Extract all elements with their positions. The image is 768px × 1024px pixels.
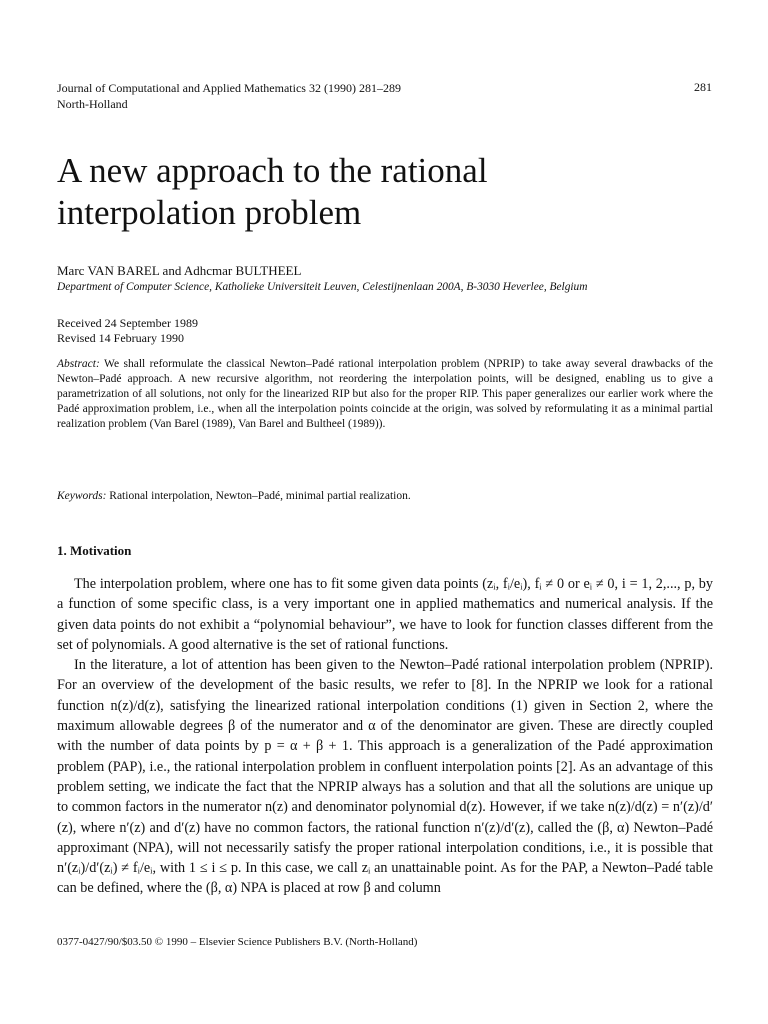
revised-date: Revised 14 February 1990: [57, 331, 184, 345]
title-line-2: interpolation problem: [57, 193, 362, 232]
body-text: [57, 574, 713, 899]
abstract-text: We shall reformulate the classical Newton–Padé rational interpolation problem (NPRIP) to take away several drawbacks of the Newton–Padé approach. A new recursive algorithm, not reordering the interpolation points, will be designed, enabling us to give a parametrization of all solutions, not only for the linearized RIP but also for the proper RIP. This paper generalizes our earlier work where the Padé approximation problem, i.e., when all the interpolation points coincide at the origin, was solved by reformulating it as a minimal partial realization problem (Van Barel (1989), Van Barel and Bultheel (1989)).: [57, 358, 714, 430]
publisher: North-Holland: [57, 97, 128, 111]
title-line-1: A new approach to the rational: [57, 151, 488, 190]
paragraph: The interpolation problem, where one has to fit some given data points (zᵢ, fᵢ/eᵢ), fᵢ ≠ 0 or eᵢ ≠ 0, i = 1, 2,..., p, by a function of some specific class, is a very important one in applied mathematics and numerical analysis. If the given data points do not exhibit a “polynomial behaviour”, we have to look for function classes different from the set of polynomials. A good alternative is the set of rational functions.: [57, 576, 713, 653]
copyright-footer: 0377-0427/90/$03.50 © 1990 – Elsevier Science Publishers B.V. (North-Holland): [57, 936, 418, 948]
keywords-label: Keywords:: [57, 490, 107, 502]
page-number: 281: [694, 80, 712, 94]
affiliation: Department of Computer Science, Katholieke Universiteit Leuven, Celestijnenlaan 200A, B-3030 Heverlee, Belgium: [57, 281, 588, 293]
paper-title: [57, 150, 488, 234]
section-heading: 1. Motivation: [57, 543, 132, 558]
dates: [57, 316, 198, 346]
abstract: [57, 357, 713, 432]
received-date: Received 24 September 1989: [57, 316, 198, 330]
paragraph: In the literature, a lot of attention has been given to the Newton–Padé rational interpolation problem (NPRIP). For an overview of the development of the basic results, we refer to [8]. In the NPRIP we look for a rational function n(z)/d(z), satisfying the linearized rational interpolation conditions (1) given in Section 2, where the maximum allowable degrees β of the numerator and α of the denominator are given. These are directly coupled with the number of data points by p = α + β + 1. This approach is a generalization of the Padé approximation problem (PAP), i.e., the rational interpolation problem in confluent interpolation points [2]. As an advantage of this problem setting, we indicate the fact that the NPRIP always has a solution and that all the solutions are unique up to common factors in the numerator n(z) and denominator polynomial d(z). However, if we take n(z)/d(z) = n′(z)/d′(z), where n′(z) and d′(z) have no common factors, the rational function n′(z)/d′(z), called the (β, α) Newton–Padé approximant (NPA), will not necessarily satisfy the proper rational interpolation conditions, i.e., it is possible that n′(zᵢ)/d′(zᵢ) ≠ fᵢ/eᵢ, with 1 ≤ i ≤ p. In this case, we call zᵢ an unattainable point. As for the PAP, a Newton–Padé table can be defined, where the (β, α) NPA is placed at row β and column: [57, 657, 713, 897]
journal-header: [57, 80, 401, 112]
keywords-text: Rational interpolation, Newton–Padé, minimal partial realization.: [109, 490, 411, 502]
keywords: [57, 490, 411, 502]
journal-citation: Journal of Computational and Applied Mathematics 32 (1990) 281–289: [57, 81, 401, 95]
abstract-label: Abstract:: [57, 358, 100, 370]
authors: Marc VAN BAREL and Adhcmar BULTHEEL: [57, 263, 302, 278]
